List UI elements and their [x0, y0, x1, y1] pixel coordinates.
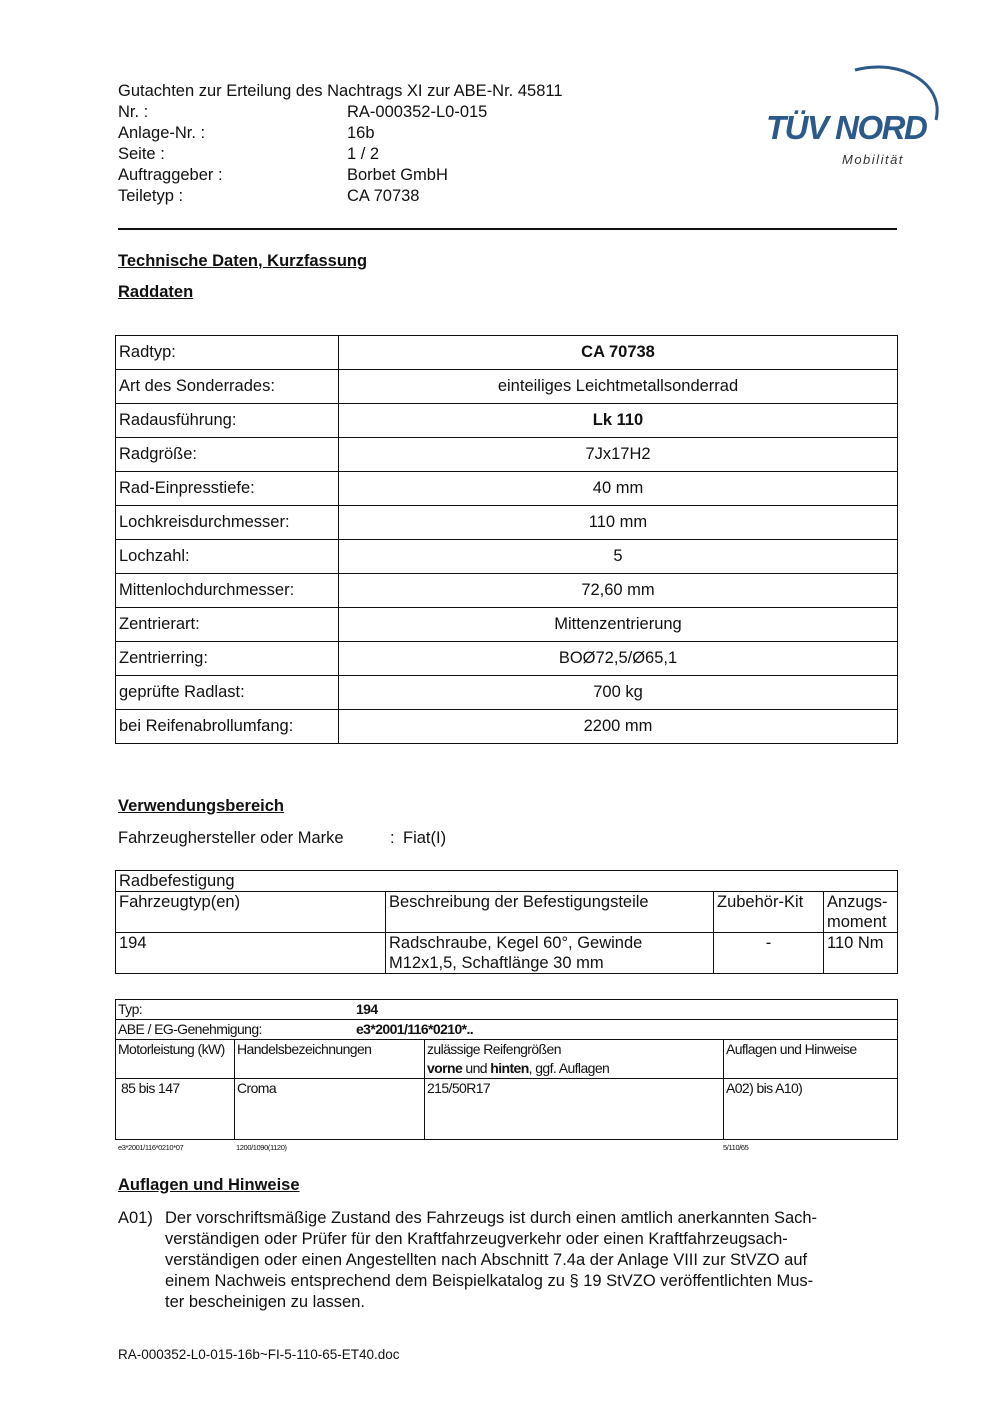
- auflage-code: A01): [118, 1209, 153, 1227]
- cell-auflagen: A02) bis A10): [724, 1079, 898, 1140]
- col-header-handelsbezeichnungen: Handelsbezeichnungen: [235, 1040, 425, 1079]
- col-header-reifengroessen: zulässige Reifengrößen vorne und hinten, ggf. Auflagen: [425, 1040, 724, 1079]
- abe-label: ABE / EG-Genehmigung:: [118, 1021, 262, 1037]
- table-header-row: [116, 892, 898, 933]
- table-row: Zentrierring: BOØ72,5/Ø65,1: [116, 642, 898, 676]
- header-divider: [118, 228, 897, 230]
- hersteller-line: [118, 828, 718, 849]
- tuev-nord-logo: [760, 58, 945, 173]
- logo-subtitle: Mobilität: [842, 152, 904, 167]
- cell-beschreibung: Radschraube, Kegel 60°, Gewinde M12x1,5, Schaftlänge 30 mm: [386, 933, 714, 974]
- table-row: [116, 1020, 898, 1040]
- cell-motorleistung: 85 bis 147: [116, 1079, 235, 1140]
- document-footer: RA-000352-L0-015-16b~FI-5-110-65-ET40.doc: [118, 1347, 400, 1362]
- table-row: Lochzahl: 5: [116, 540, 898, 574]
- table-row: Radtyp: CA 70738: [116, 336, 898, 370]
- table-row: Radgröße: 7Jx17H2: [116, 438, 898, 472]
- typ-footnote-2: 1200/1090(1120): [236, 1143, 287, 1152]
- hersteller-label: Fahrzeughersteller oder Marke: [118, 829, 344, 847]
- header-row-nr: Nr. : RA-000352-L0-015: [118, 103, 488, 121]
- col-header-anzugsmoment: Anzugs-moment: [824, 892, 898, 933]
- table-row: [116, 871, 898, 892]
- table-row: bei Reifenabrollumfang: 2200 mm: [116, 710, 898, 744]
- header-row-teiletyp: Teiletyp : CA 70738: [118, 187, 420, 205]
- table-row: Radausführung: Lk 110: [116, 404, 898, 438]
- col-header-motorleistung: Motorleistung (kW): [116, 1040, 235, 1079]
- typ-value: 194: [356, 1001, 378, 1017]
- cell-anzugsmoment: 110 Nm: [824, 933, 898, 974]
- typ-footnote-3: 5/110/65: [723, 1143, 749, 1152]
- cell-handelsbezeichnung: Croma: [235, 1079, 425, 1140]
- section-title-raddaten: Raddaten: [118, 283, 194, 301]
- typ-footnote-1: e3*2001/116*0210*07: [118, 1143, 184, 1152]
- auflage-text: Der vorschriftsmäßige Zustand des Fahrzeugs ist durch einen amtlich anerkannten Sach- verständigen oder Prüfer für den Kraftfahrzeugverkehr oder einen Kraftfahrzeugsach- verständigen oder einen Angestellten nach Abschnitt 7.4a der Anlage VIII zur StVZO auf einem Nachweis entsprechend dem Beispielkatalog zu § 19 StVZO veröffentlichten Mus- ter bescheinigen zu lassen.: [165, 1209, 818, 1311]
- hersteller-separator: :: [390, 829, 395, 847]
- col-header-fahrzeugtyp: Fahrzeugtyp(en): [116, 892, 386, 933]
- table-row: [116, 1000, 898, 1020]
- abe-value: e3*2001/116*0210*..: [356, 1021, 474, 1037]
- raddaten-table: [115, 335, 898, 744]
- cell-reifengroesse: 215/50R17: [425, 1079, 724, 1140]
- header-row-auftraggeber: Auftraggeber : Borbet GmbH: [118, 166, 448, 184]
- typ-label: Typ:: [118, 1001, 143, 1017]
- table-header-row: [116, 1040, 898, 1079]
- befestigung-title: Radbefestigung: [116, 871, 898, 892]
- table-row: Rad-Einpresstiefe: 40 mm: [116, 472, 898, 506]
- section-title-tech: Technische Daten, Kurzfassung: [118, 252, 368, 270]
- document-title: Gutachten zur Erteilung des Nachtrags XI zur ABE-Nr. 45811: [118, 82, 563, 100]
- table-row: Mittenlochdurchmesser: 72,60 mm: [116, 574, 898, 608]
- header-row-seite: Seite : 1 / 2: [118, 145, 380, 163]
- table-row: geprüfte Radlast: 700 kg: [116, 676, 898, 710]
- header-row-anlage: Anlage-Nr. : 16b: [118, 124, 375, 142]
- section-title-auflagen: Auflagen und Hinweise: [118, 1176, 300, 1194]
- document-header: [118, 81, 678, 207]
- col-header-auflagen: Auflagen und Hinweise: [724, 1040, 898, 1079]
- table-row: Lochkreisdurchmesser: 110 mm: [116, 506, 898, 540]
- cell-zubehoer: -: [714, 933, 824, 974]
- table-row: [116, 933, 898, 974]
- col-header-zubehoer: Zubehör-Kit: [714, 892, 824, 933]
- cell-fahrzeugtyp: 194: [116, 933, 386, 974]
- table-row: Zentrierart: Mittenzentrierung: [116, 608, 898, 642]
- radbefestigung-table: [115, 870, 898, 974]
- table-row: Art des Sonderrades: einteiliges Leichtmetallsonderrad: [116, 370, 898, 404]
- section-title-verwendung: Verwendungsbereich: [118, 797, 284, 815]
- typ-table: [115, 999, 898, 1140]
- table-row: [116, 1079, 898, 1140]
- col-header-beschreibung: Beschreibung der Befestigungsteile: [386, 892, 714, 933]
- logo-wordmark: TÜV NORD: [766, 109, 927, 146]
- hersteller-value: Fiat(I): [403, 829, 447, 847]
